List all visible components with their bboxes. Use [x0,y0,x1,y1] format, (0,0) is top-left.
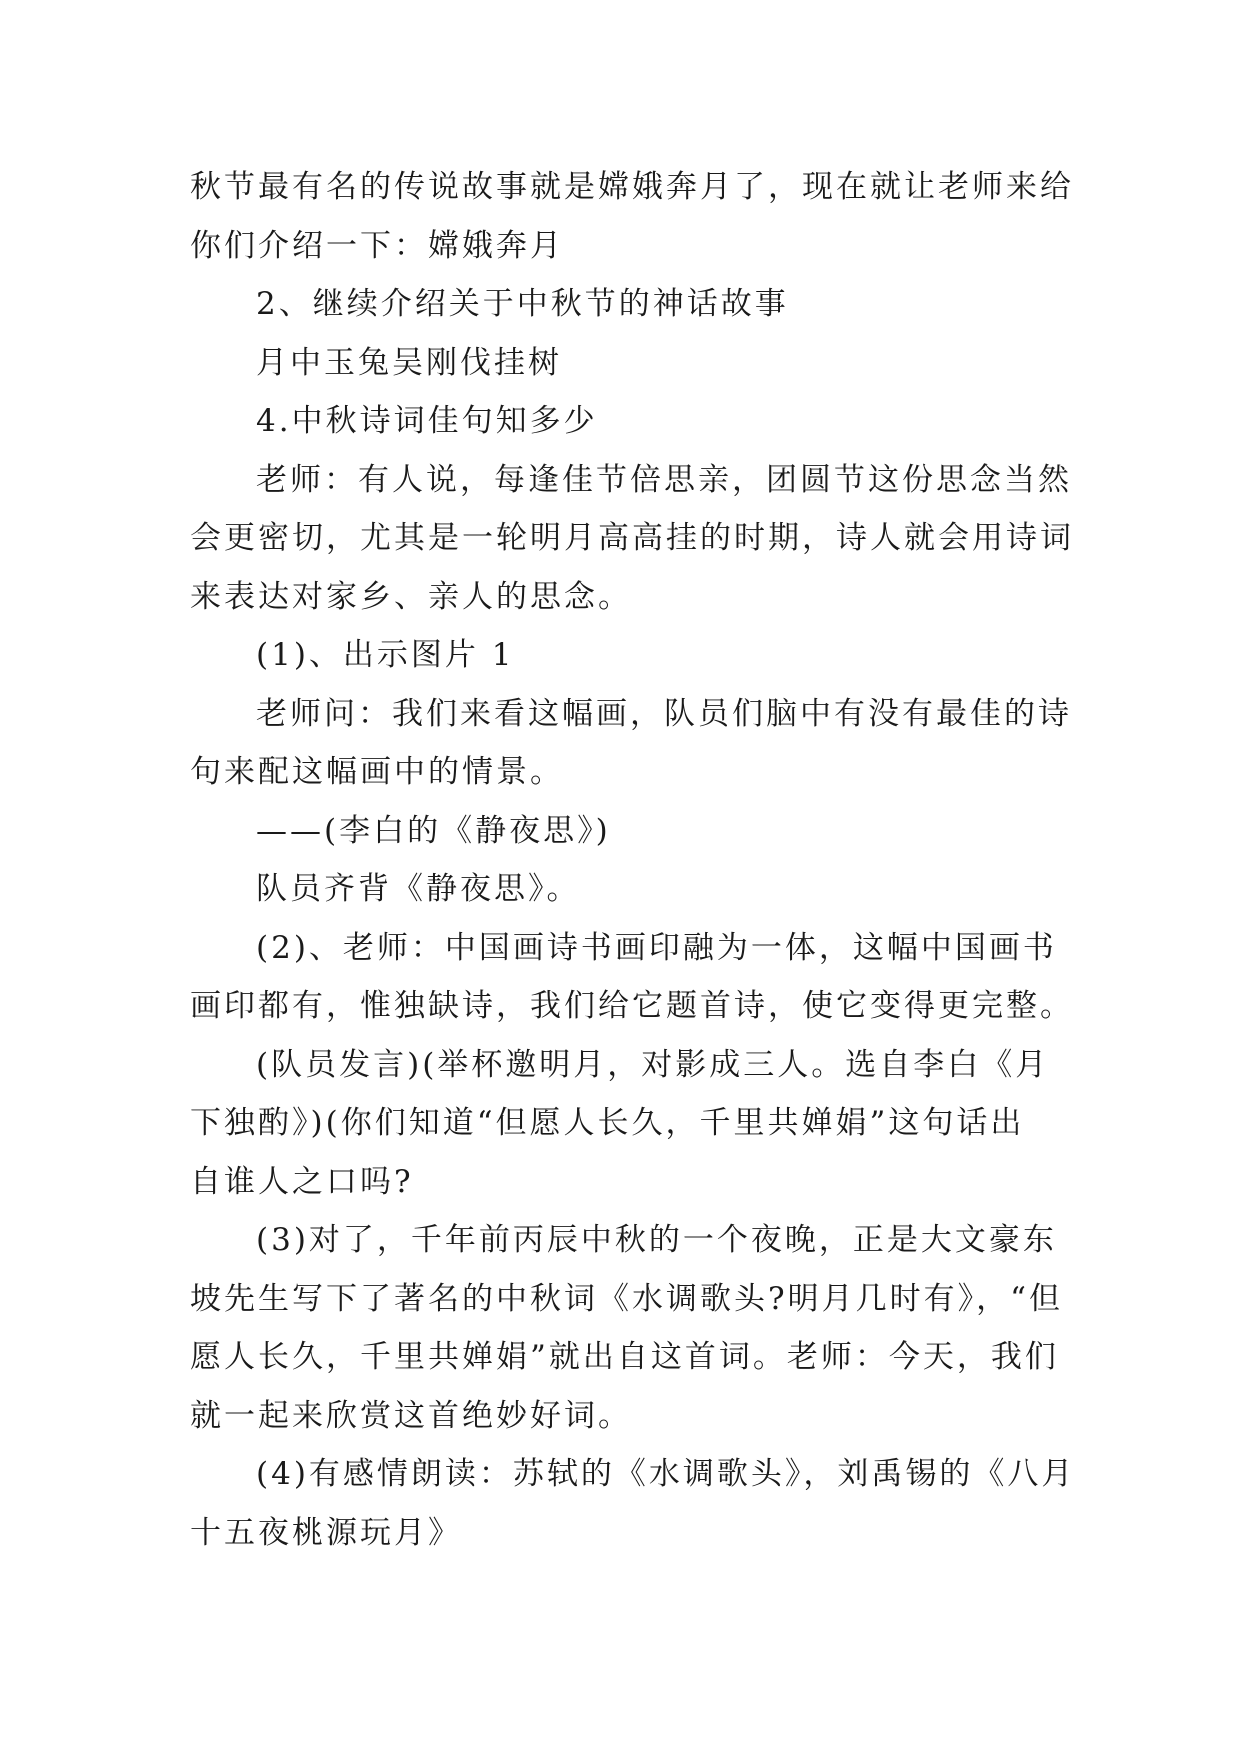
text-line: 画印都有，惟独缺诗，我们给它题首诗，使它变得更完整。 [190,988,1074,1024]
text-line: 老师问：我们来看这幅画，队员们脑中有没有最佳的诗 [256,695,1072,732]
text-line: 秋节最有名的传说故事就是嫦娥奔月了，现在就让老师来给 [190,169,1074,205]
text-line: 自谁人之口吗? [190,1163,414,1200]
text-line: 2、继续介绍关于中秋节的神话故事 [256,286,789,322]
text-line: (1)、出示图片 1 [256,637,515,673]
text-line: 队员齐背《静夜思》。 [256,871,581,907]
text-line: (4)有感情朗读：苏轼的《水调歌头》，刘禹锡的《八月 [256,1456,1076,1492]
text-line: 4.中秋诗词佳句知多少 [256,403,598,439]
text-line: 十五夜桃源玩月》 [190,1514,462,1551]
text-line: 老师：有人说，每逢佳节倍思亲，团圆节这份思念当然 [256,461,1072,498]
text-line: 句来配这幅画中的情景。 [190,754,564,790]
text-line: 会更密切，尤其是一轮明月高高挂的时期，诗人就会用诗词 [190,520,1074,556]
text-line: (3)对了，千年前丙辰中秋的一个夜晚，正是大文豪东 [256,1222,1057,1258]
text-line: 就一起来欣赏这首绝妙好词。 [190,1397,632,1434]
text-line: (队员发言)(举杯邀明月，对影成三人。选自李白《月 [256,1046,1050,1083]
document-body [190,158,1076,1562]
text-line: ——(李白的《静夜思》) [256,812,611,849]
text-line: 下独酌》)(你们知道“但愿人长久，千里共婵娟”这句话出 [190,1105,1025,1141]
text-line: 来表达对家乡、亲人的思念。 [190,578,632,615]
text-line: 月中玉兔吴刚伐挂树 [256,344,562,381]
text-line: 你们介绍一下：嫦娥奔月 [190,227,564,264]
text-line: 愿人长久，千里共婵娟”就出自这首词。老师：今天，我们 [190,1339,1059,1375]
text-line: 坡先生写下了著名的中秋词《水调歌头?明月几时有》，“但 [190,1280,1063,1317]
text-line: (2)、老师：中国画诗书画印融为一体，这幅中国画书 [256,929,1057,966]
